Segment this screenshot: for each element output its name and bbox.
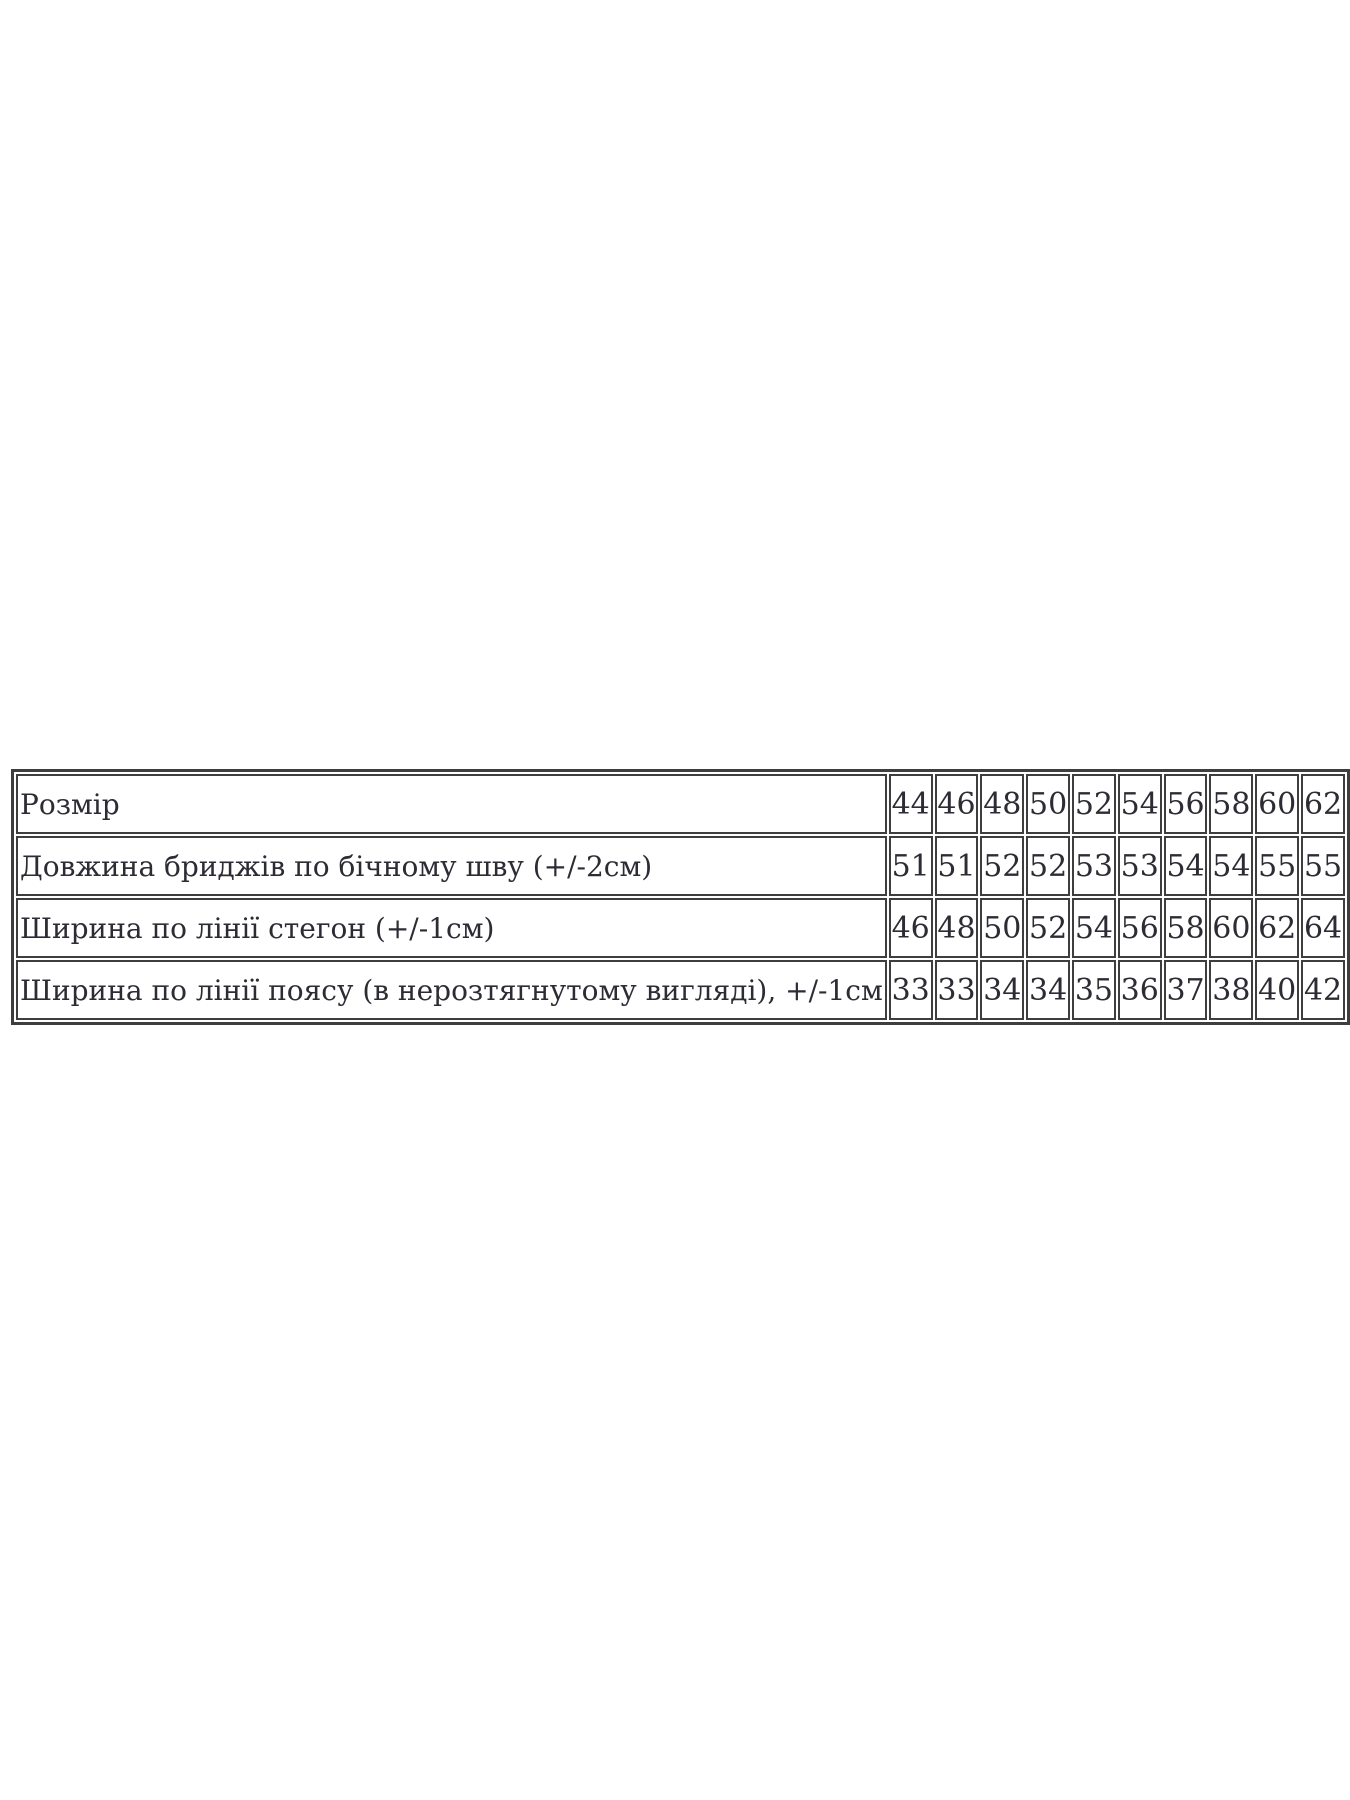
value-cell: 38 xyxy=(1209,960,1253,1020)
value-cell: 54 xyxy=(1209,836,1253,896)
table-row-size xyxy=(16,774,1345,834)
value-cell: 64 xyxy=(1301,898,1345,958)
table-row-length xyxy=(16,836,1345,896)
value-cell: 60 xyxy=(1255,774,1299,834)
value-cell: 34 xyxy=(1026,960,1070,1020)
value-cell: 34 xyxy=(980,960,1024,1020)
value-cell: 62 xyxy=(1255,898,1299,958)
size-chart-container xyxy=(11,769,1350,1025)
value-cell: 55 xyxy=(1255,836,1299,896)
value-cell: 51 xyxy=(889,836,933,896)
value-cell: 40 xyxy=(1255,960,1299,1020)
value-cell: 52 xyxy=(1026,836,1070,896)
value-cell: 54 xyxy=(1072,898,1116,958)
value-cell: 54 xyxy=(1118,774,1162,834)
value-cell: 62 xyxy=(1301,774,1345,834)
value-cell: 52 xyxy=(1026,898,1070,958)
row-label-cell: Ширина по лінії стегон (+/-1см) xyxy=(16,898,887,958)
value-cell: 58 xyxy=(1164,898,1208,958)
value-cell: 56 xyxy=(1118,898,1162,958)
value-cell: 52 xyxy=(1072,774,1116,834)
value-cell: 60 xyxy=(1209,898,1253,958)
value-cell: 56 xyxy=(1164,774,1208,834)
table-row-hip-width xyxy=(16,898,1345,958)
row-label-cell: Розмір xyxy=(16,774,887,834)
row-label-cell: Довжина бриджів по бічному шву (+/-2см) xyxy=(16,836,887,896)
value-cell: 46 xyxy=(889,898,933,958)
value-cell: 50 xyxy=(1026,774,1070,834)
value-cell: 33 xyxy=(889,960,933,1020)
size-chart-table xyxy=(11,769,1350,1025)
value-cell: 36 xyxy=(1118,960,1162,1020)
value-cell: 50 xyxy=(980,898,1024,958)
value-cell: 46 xyxy=(935,774,979,834)
value-cell: 33 xyxy=(935,960,979,1020)
value-cell: 48 xyxy=(935,898,979,958)
value-cell: 54 xyxy=(1164,836,1208,896)
value-cell: 55 xyxy=(1301,836,1345,896)
row-label-cell: Ширина по лінії поясу (в нерозтягнутому вигляді), +/-1см xyxy=(16,960,887,1020)
value-cell: 58 xyxy=(1209,774,1253,834)
value-cell: 53 xyxy=(1118,836,1162,896)
value-cell: 35 xyxy=(1072,960,1116,1020)
value-cell: 48 xyxy=(980,774,1024,834)
value-cell: 42 xyxy=(1301,960,1345,1020)
value-cell: 52 xyxy=(980,836,1024,896)
value-cell: 53 xyxy=(1072,836,1116,896)
value-cell: 51 xyxy=(935,836,979,896)
value-cell: 44 xyxy=(889,774,933,834)
table-row-waist-width xyxy=(16,960,1345,1020)
value-cell: 37 xyxy=(1164,960,1208,1020)
